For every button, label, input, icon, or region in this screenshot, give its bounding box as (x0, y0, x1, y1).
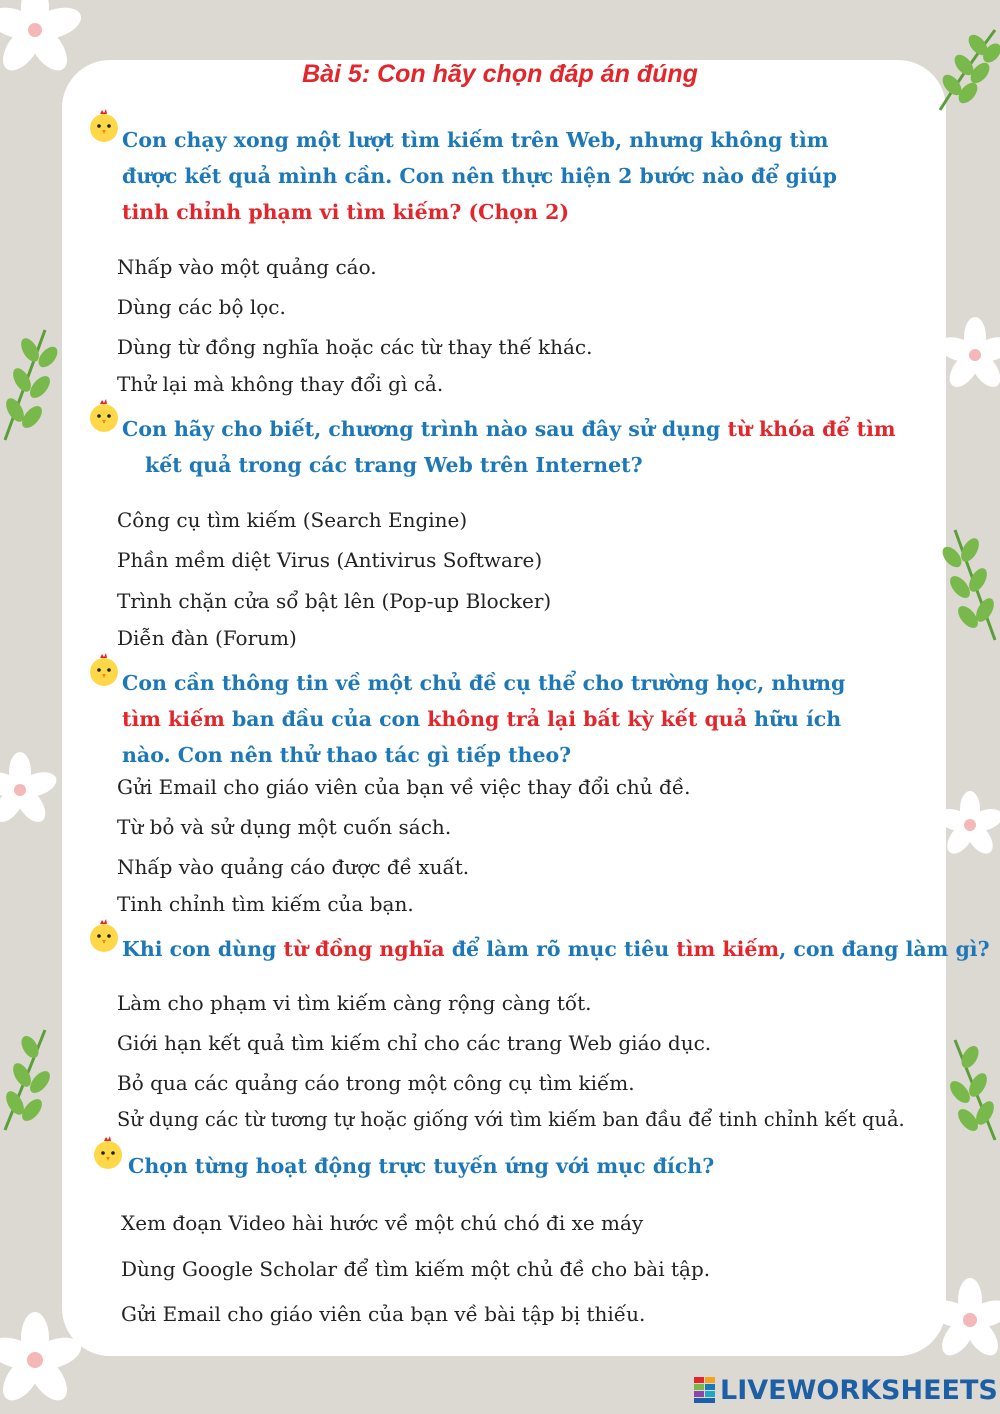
q2-option-4[interactable]: Diễn đàn (Forum) (117, 626, 297, 650)
leaf-sprig-icon (0, 1025, 60, 1135)
q4-option-1[interactable]: Làm cho phạm vi tìm kiếm càng rộng càng tốt. (117, 991, 592, 1015)
q5-activity-1[interactable]: Xem đoạn Video hài hước về một chú chó đi xe máy (121, 1211, 644, 1235)
question-5-text: Chọn từng hoạt động trực tuyến ứng với mục đích? (128, 1154, 715, 1178)
question-3-text: Con cần thông tin về một chủ đề cụ thể cho trường học, nhưng tìm kiếm ban đầu của con không trả lại bất kỳ kết quả hữu ích nào. Con nên thử thao tác gì tiếp theo? (122, 671, 846, 767)
chick-icon (90, 1135, 126, 1171)
q3-option-1[interactable]: Gửi Email cho giáo viên của bạn về việc thay đổi chủ đề. (117, 775, 691, 799)
q5-activity-3[interactable]: Gửi Email cho giáo viên của bạn về bài tập bị thiếu. (121, 1302, 646, 1326)
question-1-text: Con chạy xong một lượt tìm kiếm trên Web, nhưng không tìm được kết quả mình cần. Con nên thực hiện 2 bước nào để giúp tinh chỉnh phạm vi tìm kiếm? (Chọn 2) (122, 128, 837, 224)
liveworksheets-logo (694, 1373, 998, 1407)
q3-option-2[interactable]: Từ bỏ và sử dụng một cuốn sách. (117, 815, 452, 839)
leaf-sprig-icon (0, 325, 60, 445)
leaf-sprig-icon (940, 525, 1000, 645)
chick-icon (86, 108, 122, 144)
q3-option-3[interactable]: Nhấp vào quảng cáo được đề xuất. (117, 855, 470, 879)
chick-icon (86, 398, 122, 434)
q3-option-4[interactable]: Tinh chỉnh tìm kiếm của bạn. (117, 892, 414, 916)
q4-option-2[interactable]: Giới hạn kết quả tìm kiếm chỉ cho các trang Web giáo dục. (117, 1031, 712, 1055)
flower-icon (930, 1270, 1000, 1370)
q2-option-2[interactable]: Phần mềm diệt Virus (Antivirus Software) (117, 548, 543, 572)
flower-icon (930, 780, 1000, 870)
flower-icon (935, 300, 1000, 410)
flower-icon (0, 1300, 100, 1414)
q1-option-3[interactable]: Dùng từ đồng nghĩa hoặc các từ thay thế khác. (117, 335, 593, 359)
question-4-text: Khi con dùng từ đồng nghĩa để làm rõ mục tiêu tìm kiếm, con đang làm gì? (122, 937, 990, 961)
q1-option-4[interactable]: Thử lại mà không thay đổi gì cả. (117, 372, 444, 396)
leaf-sprig-icon (940, 1035, 1000, 1145)
q4-option-3[interactable]: Bỏ qua các quảng cáo trong một công cụ tìm kiếm. (117, 1071, 635, 1095)
chick-icon (86, 918, 122, 954)
liveworksheets-logo-text: LIVEWORKSHEETS (720, 1374, 998, 1406)
q2-option-1[interactable]: Công cụ tìm kiếm (Search Engine) (117, 508, 468, 532)
q1-option-1[interactable]: Nhấp vào một quảng cáo. (117, 255, 377, 279)
q1-option-2[interactable]: Dùng các bộ lọc. (117, 295, 286, 319)
q4-option-4[interactable]: Sử dụng các từ tương tự hoặc giống với tìm kiếm ban đầu để tinh chỉnh kết quả. (117, 1108, 905, 1131)
page-title: Bài 5: Con hãy chọn đáp án đúng (302, 60, 698, 88)
chick-icon (86, 652, 122, 688)
q2-option-3[interactable]: Trình chặn cửa sổ bật lên (Pop-up Blocker) (117, 589, 552, 613)
flower-icon (0, 740, 60, 840)
question-2-line-2: kết quả trong các trang Web trên Internet? (145, 453, 643, 477)
q5-activity-2[interactable]: Dùng Google Scholar để tìm kiếm một chủ đề cho bài tập. (121, 1257, 711, 1281)
question-2-line-1: Con hãy cho biết, chương trình nào sau đây sử dụng từ khóa để tìm (122, 417, 896, 441)
liveworksheets-logo-icon (694, 1377, 716, 1403)
